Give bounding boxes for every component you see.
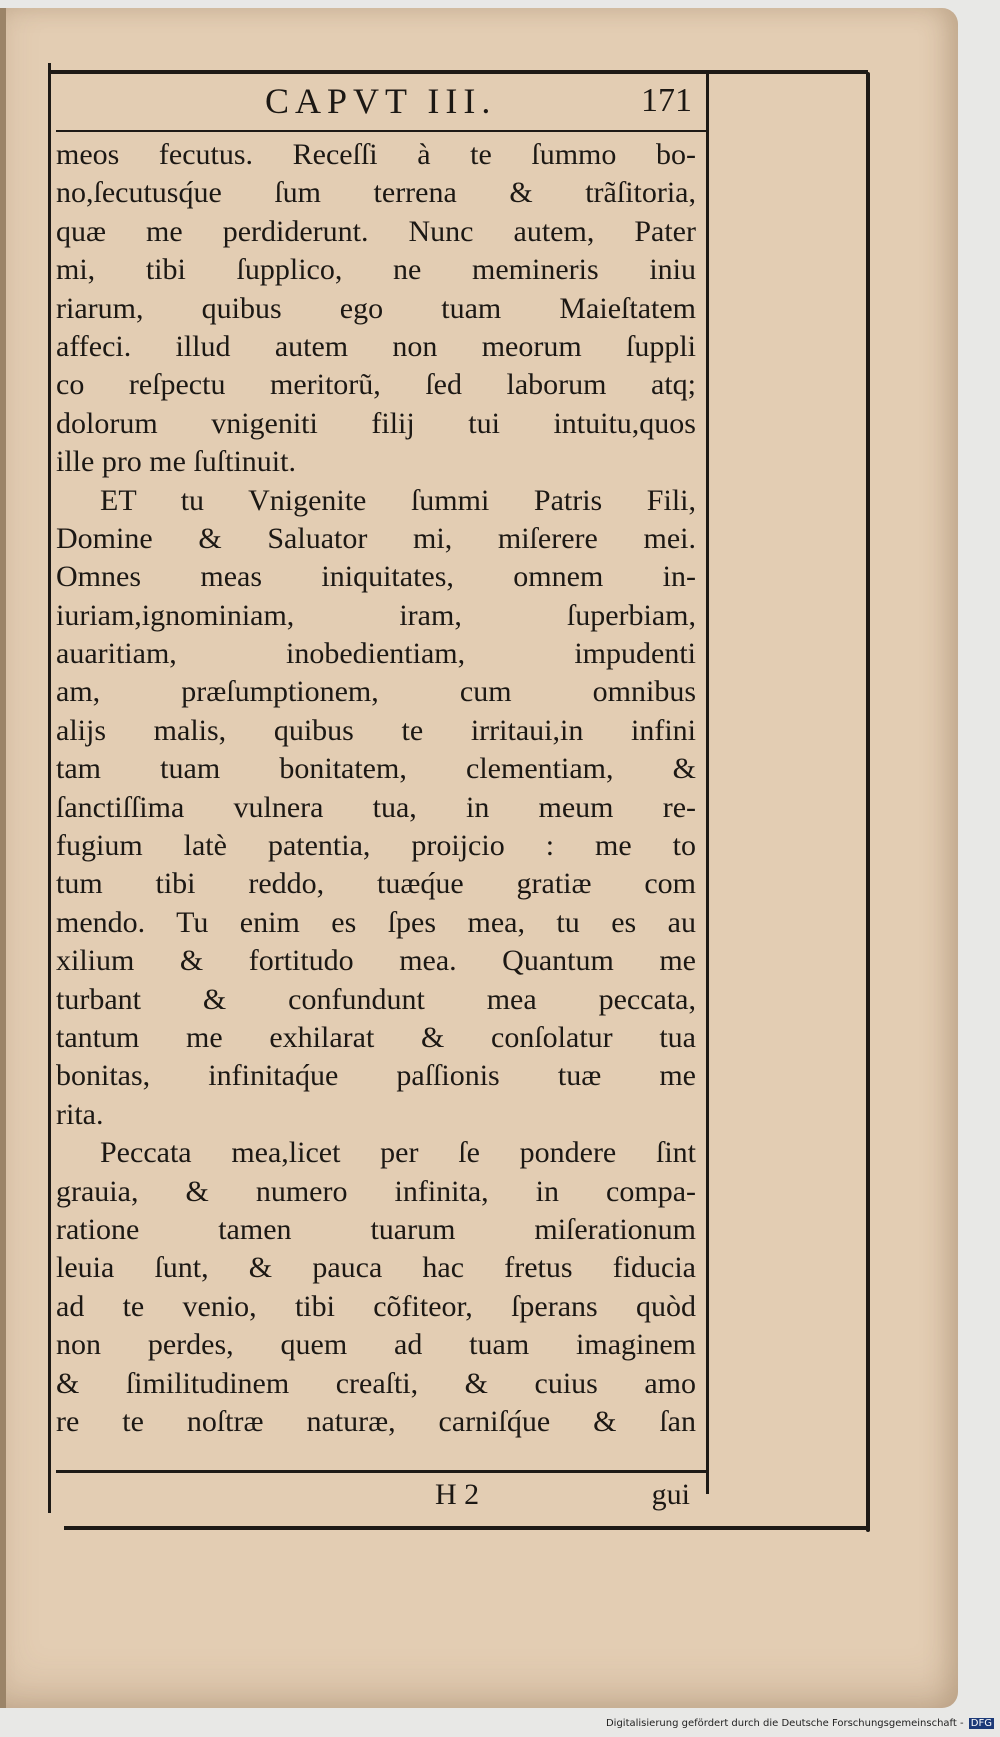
text-line: turbant & confundunt mea peccata, [56,982,696,1016]
text-line: tam tuam bonitatem, clementiam, & [56,752,696,786]
text-line: meos fecutus. Receſſi à te ſummo bo- [56,138,696,171]
text-line: affeci. illud autem non meorum ſuppli [56,329,696,363]
text-line: xilium & fortitudo mea. Quantum me [56,944,696,978]
text-line: riarum, quibus ego tuam Maieſtatem [56,291,696,325]
digitization-credit [606,1718,994,1729]
page-number: 171 [641,82,692,119]
page-footer [60,1476,700,1520]
text-line: ſanctiſſima vulnera tua, in meum re- [56,790,696,824]
text-line: mi, tibi ſupplico, ne memineris iniu [56,253,696,287]
text-line: re te noſtræ naturæ, carniſq́ue & ſan [56,1404,696,1438]
text-line: no,ſecutusq́ue ſum terrena & trãſitoria, [56,176,696,210]
text-line: Domine & Saluator mi, miſerere mei. [56,521,696,555]
header-rule [56,130,708,132]
text-line: leuia ſunt, & pauca hac fretus fiducia [56,1251,696,1285]
footer-rule [56,1470,708,1473]
chapter-title: CAPVT III. [265,81,497,121]
text-line: bonitas, infinitaq́ue paſſionis tuæ me [56,1059,696,1093]
frame-rule-right-inner [706,74,709,1494]
text-line: ratione tamen tuarum miſerationum [56,1212,696,1246]
frame-rule-left [48,63,51,1513]
text-line: mendo. Tu enim es ſpes mea, tu es au [56,905,696,939]
text-line: ET tu Vnigenite ſummi Patris Fili, [100,483,696,517]
catchword: gui [651,1478,690,1511]
text-line: ad te venio, tibi cõfiteor, ſperans quòd [56,1289,696,1323]
frame-rule-top [50,70,868,74]
text-line: fugium latè patentia, proijcio : me to [56,829,696,863]
text-line: tum tibi reddo, tuæq́ue gratiæ com [56,867,696,901]
page-edge [0,8,6,1708]
book-page [0,8,958,1708]
text-line: auaritiam, inobedientiam, impudenti [56,637,696,671]
running-head [60,76,700,126]
text-line: & ſimilitudinem creaſti, & cuius amo [56,1366,696,1400]
text-line: dolorum vnigeniti filij tui intuitu,quos [56,406,696,440]
text-block [56,136,696,1441]
text-line: grauia, & numero infinita, in compa- [56,1174,696,1208]
frame-rule-bottom [64,1526,870,1530]
text-line: ille pro me ſuſtinuit. [56,445,296,479]
text-line: quæ me perdiderunt. Nunc autem, Pater [56,214,696,248]
dfg-logo: DFG [970,1718,992,1729]
text-line: rita. [56,1097,104,1131]
text-line: am, præſumptionem, cum omnibus [56,675,696,709]
credit-text: Digitalisierung gefördert durch die Deutsche Forschungsgemeinschaft - [605,1718,964,1729]
text-line: tantum me exhilarat & conſolatur tua [56,1020,696,1054]
text-line: non perdes, quem ad tuam imaginem [56,1328,696,1362]
text-line: co reſpectu meritorũ, ſed laborum atq; [56,368,696,402]
text-line: Peccata mea,licet per ſe pondere ſint [100,1136,696,1170]
text-line: iuriam,ignominiam, iram, ſuperbiam, [56,598,696,632]
frame-rule-right-outer [866,72,870,1532]
text-line: Omnes meas iniquitates, omnem in- [56,560,696,594]
text-line: alijs malis, quibus te irritaui,in infini [56,713,696,747]
signature-mark: H 2 [435,1478,480,1511]
